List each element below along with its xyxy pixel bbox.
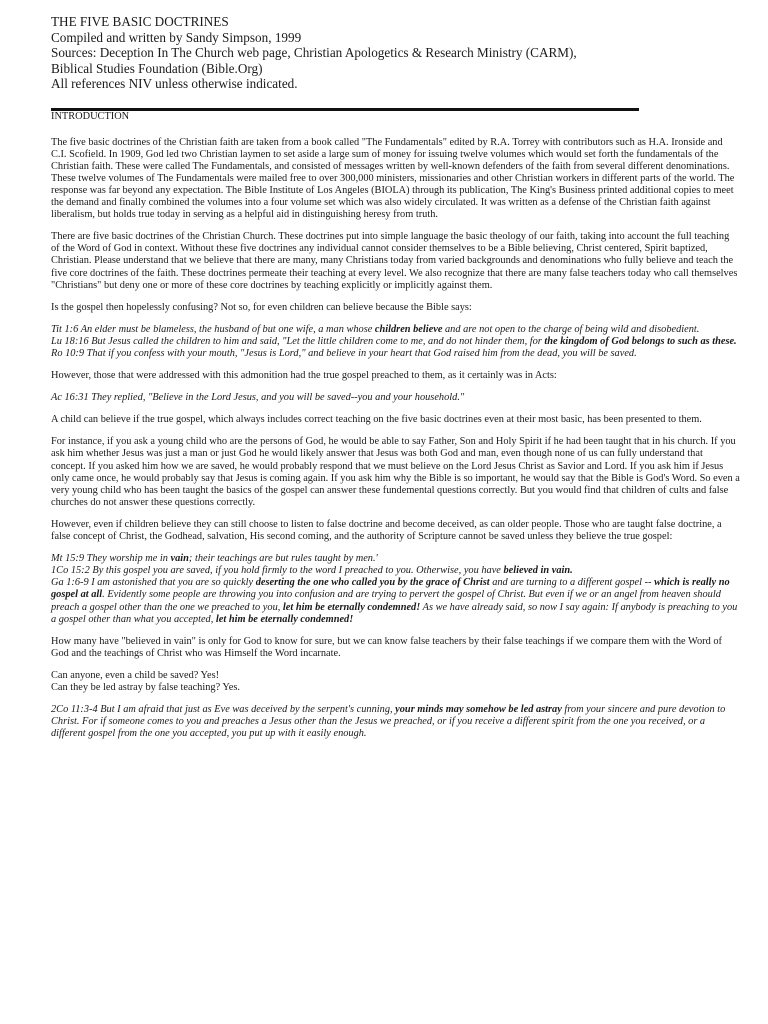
scripture-quote: 1Co 15:2 By this gospel you are saved, if you hold firmly to the word I preached to you. Otherwise, you have believed in vain. bbox=[51, 565, 573, 577]
paragraph: However, even if children believe they can still choose to listen to false doctrine and become deceived, as can older people. Those who are taught false doctrine, a false concept of Christ, the Godhead, salvation, His second coming, and the authority of Scripture cannot be saved unless they believe the true gospel: bbox=[51, 518, 722, 543]
document-title: THE FIVE BASIC DOCTRINES bbox=[51, 14, 229, 29]
paragraph: A child can believe if the true gospel, which always includes correct teaching on the five basic doctrines even at their most basic, has been presented to them. bbox=[51, 414, 702, 426]
sources-line: Sources: Deception In The Church web page, Christian Apologetics & Research Ministry (CARM), bbox=[51, 45, 577, 60]
paragraph: There are five basic doctrines of the Christian Church. These doctrines put into simple language the basic theology of our faith, taking into account the full teaching of the Word of God in context. Without these five doctrines any individual cannot consider themselves to be a Bible believing, Christ centered, Spirit baptized, Christian. Please understand that we believe that there are many, many Christians today from varied backgrounds and denominations who fully believe and teach the five core doctrines of the faith. These doctrines permeate their teaching at every level. We also recognize that there are many false teachers today who call themselves "Christians" but deny one or more of these core doctrines by teaching explicitly or implicitly against them. bbox=[51, 231, 738, 291]
paragraph: However, those that were addressed with this admonition had the true gospel preached to them, as it certainly was in Acts: bbox=[51, 370, 557, 382]
document-header bbox=[51, 14, 740, 92]
question-line: Can they be led astray by false teaching? Yes. bbox=[51, 681, 241, 693]
paragraph: The five basic doctrines of the Christian faith are taken from a book called "The Fundamentals" edited by R.A. Torrey with contributors such as H.A. Ironside and C.I. Scofield. In 1909, God led two Christian laymen to set aside a large sum of money for issuing twelve volumes which would set forth the fundamentals of the Christian faith. These were called The Fundamentals, and consisted of messages written by well-known defenders of the faith from several different denominations. These twelve volumes of The Fundamentals were mailed free to over 300,000 ministers, missionaries and other Christian workers in different parts of the world. The response was far beyond any expectation. The Bible Institute of Los Angeles (BIOLA) through its publication, The King's Business printed additional copies to meet the demand and finally combined the volumes into a four volume set which was also widely circulated. It was written as a defense of the Christian faith against liberalism, but holds true today in serving as a helpful aid in distinguishing heresy from truth. bbox=[51, 136, 735, 221]
paragraph: Is the gospel then hopelessly confusing? Not so, for even children can believe because the Bible says: bbox=[51, 301, 472, 313]
sources-line-continued: Biblical Studies Foundation (Bible.Org) bbox=[51, 60, 263, 76]
paragraph: How many have "believed in vain" is only for God to know for sure, but we can know false teachers by their false teachings if we compare them with the Word of God and the teachings of Christ who was Himself the Word incarnate. bbox=[51, 635, 722, 659]
scripture-quote: 2Co 11:3-4 But I am afraid that just as Eve was deceived by the serpent's cunning, your minds may somehow be led astray from your sincere and pure devotion to Christ. For if someone comes to you and preaches a Jesus other than the Jesus we preached, or if you receive a different spirit from the one you received, or a different gospel from the one you accepted, you put up with it easily enough. bbox=[51, 704, 726, 740]
section-heading: INTRODUCTION bbox=[51, 110, 130, 122]
scripture-quote: Ro 10:9 That if you confess with your mouth, "Jesus is Lord," and believe in your heart that God raised him from the dead, you will be saved. bbox=[51, 348, 637, 359]
scripture-quote: Mt 15:9 They worship me in vain; their teachings are but rules taught by men.' bbox=[51, 553, 378, 565]
paragraph: For instance, if you ask a young child who are the persons of God, he would be able to say Father, Son and Holy Spirit if he had been taught that in his church. If you ask him whether Jesus was just a man or just God he would likely answer that Jesus was both God and man, even though none of us can fully understand that concept. If you asked him how we are saved, he would probably respond that we must believe on the Lord Jesus Christ as Savior and Lord. If you ask him if Jesus only came once, he would probably say that Jesus is coming again. If you ask him why the Bible is so important, he would say that the Bible is God's Word. So even a very young child who has been taught the basics of the gospel can answer these fundemental questions correctly. But you would find that children of cults and false churches do not answer these questions correctly. bbox=[51, 436, 740, 508]
references-note: All references NIV unless otherwise indicated. bbox=[51, 76, 298, 91]
scripture-quote: Ac 16:31 They replied, "Believe in the Lord Jesus, and you will be saved--you and your household." bbox=[51, 392, 465, 404]
document-body bbox=[51, 111, 740, 741]
scripture-quote: Lu 18:16 But Jesus called the children to him and said, "Let the little children come to me, and do not hinder them, for the kingdom of God belongs to such as these. bbox=[51, 335, 737, 347]
scripture-quote: Ga 1:6-9 I am astonished that you are so quickly deserting the one who called you by the grace of Christ and are turning to a different gospel -- which is really no gospel at all. Evidently some people are throwing you into confusion and are trying to pervert the gospel of Christ. But even if we or an angel from heaven should preach a gospel other than the one we preached to you, let him be eternally condemned! As we have already said, so now I say again: If anybody is preaching to you a gospel other than what you accepted, let him be eternally condemned! bbox=[51, 577, 738, 625]
author-line: Compiled and written by Sandy Simpson, 1999 bbox=[51, 29, 302, 45]
scripture-quote: Tit 1:6 An elder must be blameless, the husband of but one wife, a man whose children believe and are not open to the charge of being wild and disobedient. bbox=[51, 323, 700, 335]
question-line: Can anyone, even a child be saved? Yes! bbox=[51, 669, 220, 681]
